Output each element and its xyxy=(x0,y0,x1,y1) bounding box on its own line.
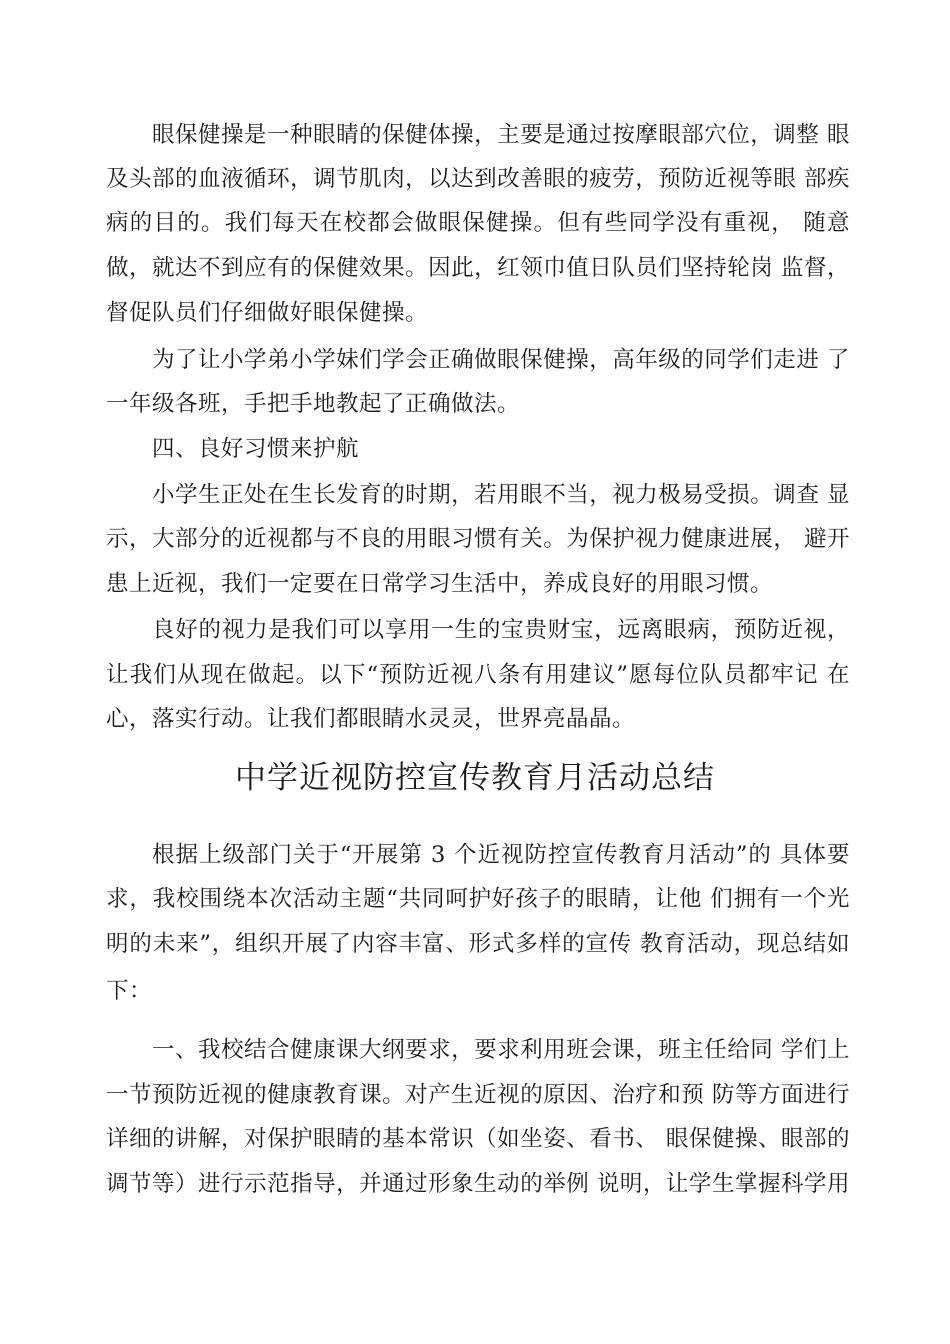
paragraph-line: 示，大部分的近视都与不良的用眼习惯有关。为保护视力健康进展， 避开 xyxy=(106,526,850,552)
paragraph-line: 调节等）进行示范指导，并通过形象生动的举例 说明，让学生掌握科学用 xyxy=(106,1171,850,1197)
paragraph-line: 病的目的。我们每天在校都会做眼保健操。但有些同学没有重视， 随意 xyxy=(106,210,850,236)
paragraph-line: 一节预防近视的健康教育课。对产生近视的原因、治疗和预 防等方面进行 xyxy=(106,1082,850,1108)
document-title: 中学近视防控宣传教育月活动总结 xyxy=(235,760,715,796)
paragraph-line: 做，就达不到应有的保健效果。因此，红领巾值日队员们坚持轮岗 监督， xyxy=(106,255,850,281)
paragraph-line: 求，我校围绕本次活动主题“共同呵护好孩子的眼睛，让他 们拥有一个光 xyxy=(106,886,850,912)
paragraph-line: 心，落实行动。让我们都眼睛水灵灵，世界亮晶晶。 xyxy=(106,706,636,732)
paragraph-line: 为了让小学弟小学妹们学会正确做眼保健操，高年级的同学们走进 了 xyxy=(152,347,850,373)
paragraph-line: 根据上级部门关于“开展第 3 个近视防控宣传教育月活动”的 具体要 xyxy=(152,842,850,868)
paragraph-line: 及头部的血液循环，调节肌肉，以达到改善眼的疲劳，预防近视等眼 部疾 xyxy=(106,166,850,192)
paragraph-line: 让我们从现在做起。以下“预防近视八条有用建议”愿每位队员都牢记 在 xyxy=(106,662,850,688)
paragraph-line: 小学生正处在生长发育的时期，若用眼不当，视力极易受损。调查 显 xyxy=(152,482,850,508)
paragraph-line: 明的未来”，组织开展了内容丰富、形式多样的宣传 教育活动，现总结如 xyxy=(106,931,850,957)
section-heading: 四、良好习惯来护航 xyxy=(152,436,360,462)
paragraph-line: 一、我校结合健康课大纲要求，要求利用班会课，班主任给同 学们上 xyxy=(152,1037,850,1063)
paragraph-line: 下： xyxy=(106,978,153,1004)
paragraph-line: 患上近视，我们一定要在日常学习生活中，养成良好的用眼习惯。 xyxy=(106,571,774,597)
paragraph-line: 一年级各班，手把手地教起了正确做法。 xyxy=(106,391,521,417)
paragraph-line: 详细的讲解，对保护眼睛的基本常识（如坐姿、看书、 眼保健操、眼部的 xyxy=(106,1126,850,1152)
paragraph-line: 督促队员们仔细做好眼保健操。 xyxy=(106,300,429,326)
paragraph-line: 良好的视力是我们可以享用一生的宝贵财宝，远离眼病，预防近视， xyxy=(152,617,850,643)
paragraph-line: 眼保健操是一种眼睛的保健体操，主要是通过按摩眼部穴位，调整 眼 xyxy=(152,122,850,148)
